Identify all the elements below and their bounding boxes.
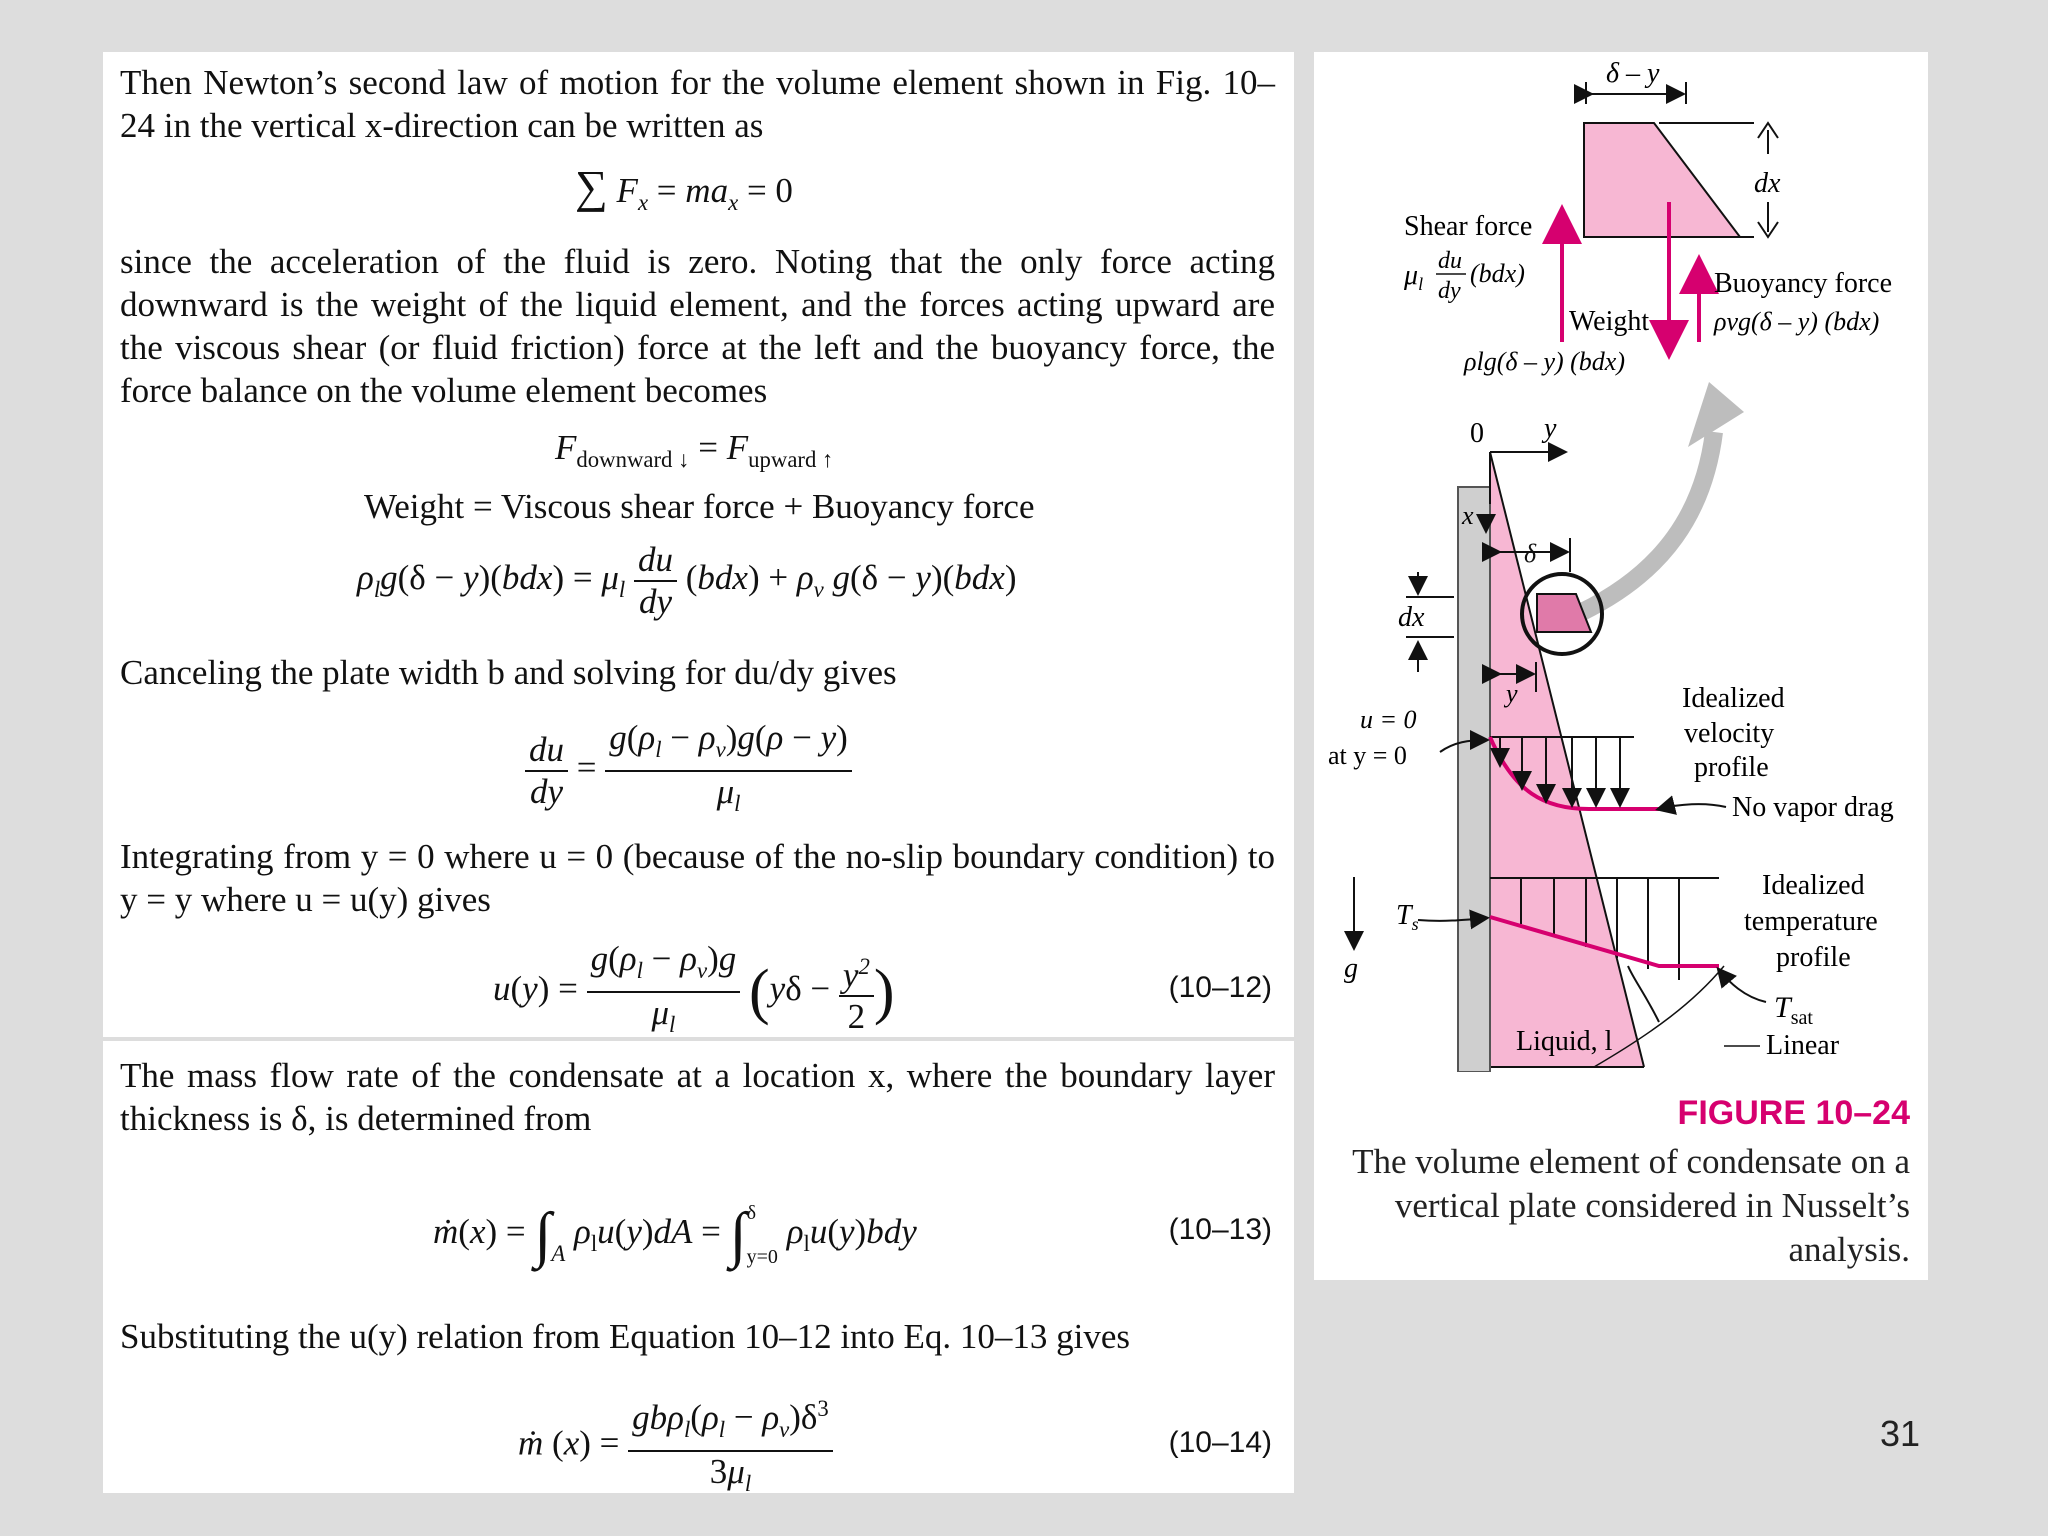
volume-element-detail — [1403, 58, 1892, 376]
label-shear-mu: $\mu_l$ — [1404, 260, 1424, 294]
label-at-y-zero: at y = 0 — [1328, 741, 1407, 770]
equation-force-expanded: $\rho_lg(\delta - y)(bdx) = \mu_l$ $\frac{du}{dy}$ $(bdx) + \rho_v$ g(δ − y)(bdx) — [357, 540, 1017, 621]
figure-caption: The volume element of condensate on a vertical plate considered in Nusselt’s analysis. — [1352, 1142, 1910, 1269]
label-idealized-velocity-2: velocity — [1684, 718, 1775, 749]
text-panel-mass-flow — [103, 1041, 1294, 1496]
label-buoyancy-force: Buoyancy force — [1714, 268, 1893, 299]
equation-du-dy: $\frac{du}{dy}$ = $\frac{g(\rho_l - \rho_v)g(\rho - y)}{\mu_l}$ — [525, 718, 852, 824]
equation-mass-flow-integral: ṁ(x) = $\int_A$ $\rho_lu(y)dA = \int\delta$ y=0 $\rho_lu(y)bdy$ — [433, 1201, 917, 1269]
label-weight-expr: ρlg(δ – y) (bdx) — [1464, 347, 1626, 376]
figure-panel — [1314, 52, 1928, 1280]
label-g: g — [1344, 953, 1358, 984]
label-shear-expr: (bdx) — [1470, 259, 1525, 288]
text-panel-derivation — [103, 52, 1294, 1037]
label-linear: Linear — [1766, 1030, 1840, 1061]
equation-number-10-14: (10–14) — [1168, 1426, 1272, 1459]
label-Ts: $T_s$ — [1396, 900, 1419, 934]
equation-number-10-13: (10–13) — [1168, 1213, 1272, 1246]
label-shear-force: Shear force — [1404, 211, 1533, 242]
label-idealized-velocity-3: profile — [1694, 752, 1769, 783]
label-delta-minus-y: δ – y — [1606, 58, 1660, 89]
label-y-axis: y — [1544, 413, 1557, 444]
paragraph-integrating: Integrating from y = 0 where u = 0 (because of the no-slip boundary condition) to y = y where u = u(y) gives — [120, 837, 1275, 919]
label-shear-du: du — [1438, 248, 1462, 274]
label-idealized-temperature-1: Idealized — [1762, 870, 1865, 901]
label-delta: δ — [1524, 539, 1537, 568]
page-number: 31 — [1880, 1413, 1921, 1454]
equation-words: Weight = Viscous shear force + Buoyancy force — [364, 487, 1035, 526]
label-weight: Weight — [1569, 306, 1650, 337]
label-idealized-temperature-2: temperature — [1744, 906, 1878, 937]
plate-diagram — [1398, 413, 1724, 1072]
equation-force-balance: $F_{downward ↓} = F_{upward ↑}$ — [555, 428, 834, 472]
figure-title: FIGURE 10–24 — [1677, 1094, 1910, 1132]
equation-sum-forces: ∑ $F_x = ma_x = 0$ — [575, 161, 793, 215]
paragraph-newton-law: Then Newton’s second law of motion for the volume element shown in Fig. 10–24 in the vertical x-direction can be written as — [120, 63, 1275, 145]
equation-velocity-profile: u(y) = $\frac{g(\rho_l - \rho_v)g}{\mu_l}$ (yδ − $\frac{y^2}{2}$ ) — [493, 939, 895, 1037]
equation-mass-flow-result: ṁ (x) = $\frac{gb\rho_l(\rho_l - \rho_v)\delta^3}{3\mu_l}$ — [518, 1389, 833, 1504]
label-dx-left: dx — [1398, 602, 1425, 633]
label-idealized-temperature-3: profile — [1776, 942, 1851, 973]
label-u-zero: u = 0 — [1360, 705, 1417, 734]
paragraph-cancel-width: Canceling the plate width b and solving for du/dy gives — [120, 653, 897, 692]
paragraph-mass-flow: The mass flow rate of the condensate at a location x, where the boundary layer thickness is δ, is determined from — [120, 1056, 1275, 1138]
figure-diagram — [1314, 52, 1928, 1072]
label-y-small: y — [1506, 679, 1518, 708]
label-buoyancy-expr: ρvg(δ – y) (bdx) — [1714, 307, 1880, 336]
label-origin: 0 — [1470, 418, 1484, 449]
label-no-vapor-drag: No vapor drag — [1732, 792, 1894, 823]
paragraph-force-description: since the acceleration of the fluid is zero. Noting that the only force acting downward is the weight of the liquid element, and the forces acting upward are the viscous shear (or fluid friction) force at the left and the buoyancy force, the force balance on the volume element becomes — [120, 242, 1275, 410]
label-x-axis: x — [1462, 501, 1474, 530]
vertical-plate — [1458, 487, 1490, 1072]
label-dx-top: dx — [1754, 168, 1781, 199]
paragraph-substituting: Substituting the u(y) relation from Equation 10–12 into Eq. 10–13 gives — [120, 1317, 1131, 1356]
label-Tsat: $T_{sat}$ — [1774, 991, 1813, 1029]
equation-number-10-12: (10–12) — [1168, 971, 1272, 1004]
label-idealized-velocity-1: Idealized — [1682, 683, 1785, 714]
label-shear-dy: dy — [1438, 278, 1461, 304]
label-liquid: Liquid, l — [1516, 1026, 1613, 1057]
